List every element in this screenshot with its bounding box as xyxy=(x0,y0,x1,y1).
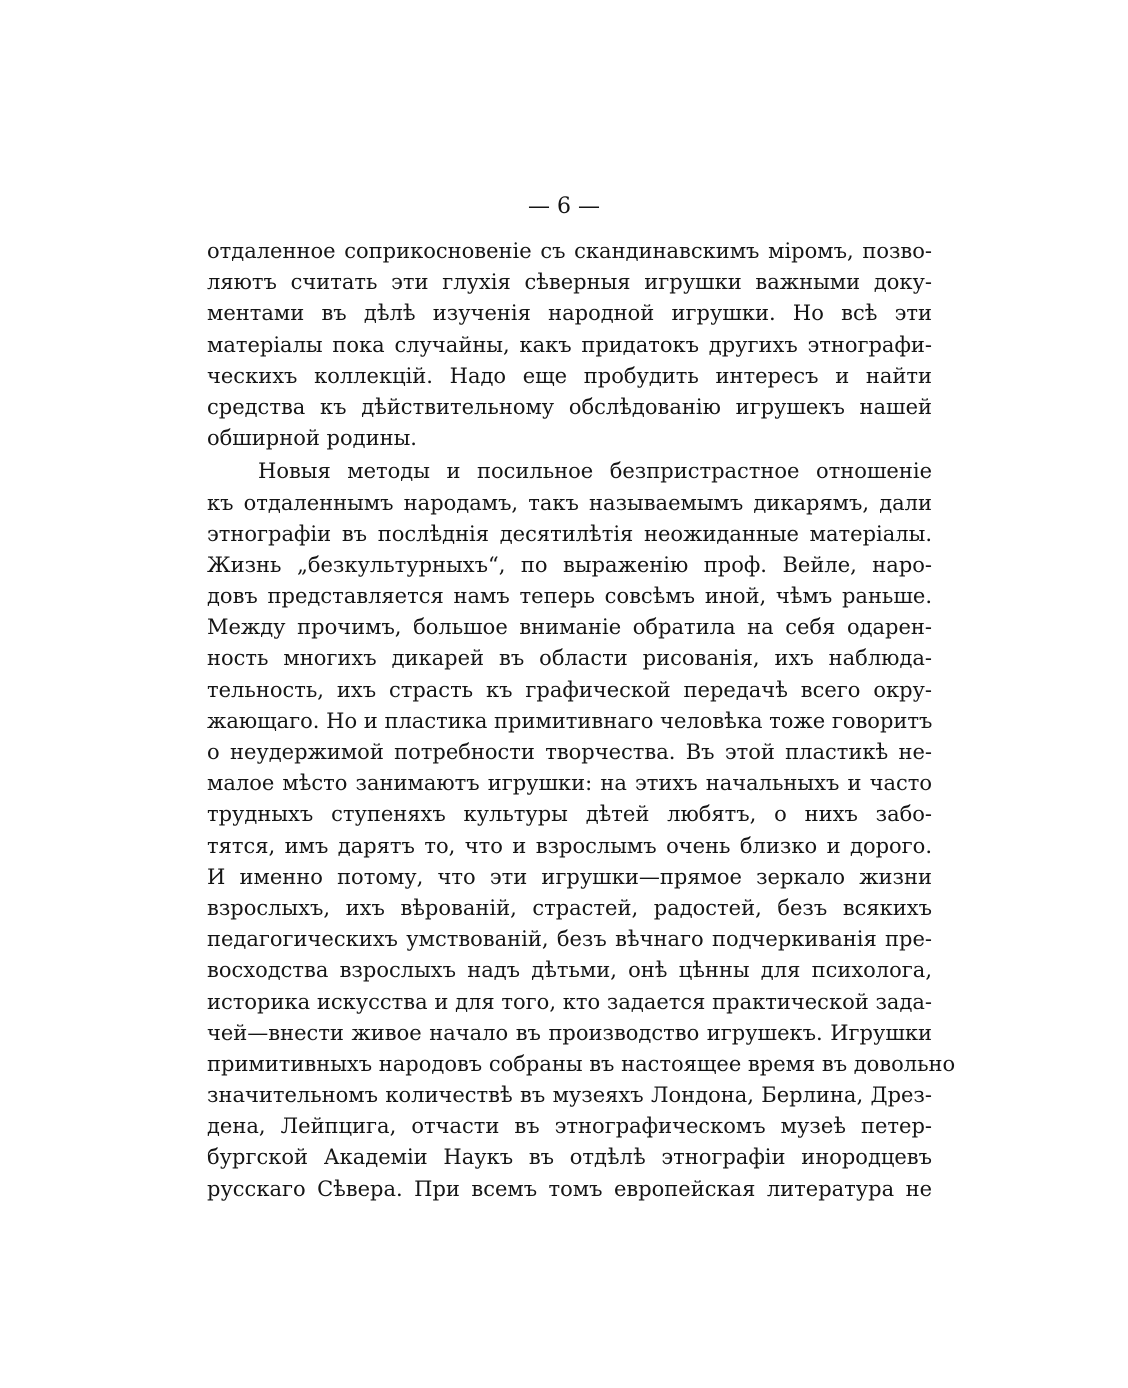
body-text xyxy=(207,236,956,1205)
text-line: отдаленное соприкосновеніе съ скандинавскимъ міромъ, позво- xyxy=(207,239,932,263)
text-line: малое мѣсто занимаютъ игрушки: на этихъ начальныхъ и часто xyxy=(207,771,932,796)
page-number: — 6 — xyxy=(528,194,600,219)
text-line: Жизнь „безкультурныхъ“, по выраженію проф. Вейле, наро- xyxy=(207,552,932,577)
text-line: ляютъ считать эти глухія сѣверныя игрушки важными доку- xyxy=(207,270,932,295)
text-line: къ отдаленнымъ народамъ, такъ называемымъ дикарямъ, дали xyxy=(207,490,932,515)
text-line: этнографіи въ послѣднія десятилѣтія неожиданные матеріалы. xyxy=(207,521,932,546)
text-line: взрослыхъ, ихъ вѣрованій, страстей, радостей, безъ всякихъ xyxy=(207,895,932,920)
text-line: ментами въ дѣлѣ изученія народной игрушки. Но всѣ эти xyxy=(207,301,932,326)
text-line: жающаго. Но и пластика примитивнаго человѣка тоже говоритъ xyxy=(207,708,933,733)
text-line: И именно потому, что эти игрушки—прямое зеркало жизни xyxy=(207,864,932,889)
text-line: обширной родины. xyxy=(207,426,417,451)
text-line: русскаго Сѣвера. При всемъ томъ европейская литература не xyxy=(207,1176,932,1201)
text-line: бургской Академіи Наукъ въ отдѣлѣ этнографіи инородцевъ xyxy=(207,1145,932,1170)
text-line: средства къ дѣйствительному обслѣдованію игрушекъ нашей xyxy=(207,394,932,419)
paragraph-2 xyxy=(207,456,956,1205)
text-line: довъ представляется намъ теперь совсѣмъ иной, чѣмъ раньше. xyxy=(207,584,932,609)
text-line: о неудержимой потребности творчества. Въ этой пластикѣ не- xyxy=(207,740,932,764)
text-line: чей—внести живое начало въ производство игрушекъ. Игрушки xyxy=(207,1020,932,1045)
text-line: Новыя методы и посильное безпристрастное отношеніе xyxy=(258,459,932,484)
text-line: тятся, имъ дарятъ то, что и взрослымъ очень близко и дорого. xyxy=(207,833,932,858)
text-line: восходства взрослыхъ надъ дѣтьми, онѣ цѣнны для психолога, xyxy=(207,958,932,983)
text-line: матеріалы пока случайны, какъ придатокъ другихъ этнографи- xyxy=(207,332,932,357)
text-line: историка искусства и для того, кто задается практической зада- xyxy=(207,989,932,1014)
text-line: Между прочимъ, большое вниманіе обратила на себя одарен- xyxy=(207,615,932,640)
paragraph-1 xyxy=(207,236,932,454)
text-line: значительномъ количествѣ въ музеяхъ Лондона, Берлина, Дрез- xyxy=(207,1083,932,1108)
text-line: тельность, ихъ страсть къ графической передачѣ всего окру- xyxy=(207,677,932,702)
text-line: ческихъ коллекцій. Надо еще пробудить интересъ и найти xyxy=(207,363,932,388)
text-line: примитивныхъ народовъ собраны въ настоящее время въ довольно xyxy=(207,1051,956,1076)
text-line: ность многихъ дикарей въ области рисованія, ихъ наблюда- xyxy=(207,646,932,671)
text-line: трудныхъ ступеняхъ культуры дѣтей любятъ, о нихъ забо- xyxy=(207,802,932,827)
text-line: педагогическихъ умствованій, безъ вѣчнаго подчеркиванія пре- xyxy=(207,927,932,952)
text-line: дена, Лейпцига, отчасти въ этнографическомъ музеѣ петер- xyxy=(207,1114,932,1139)
